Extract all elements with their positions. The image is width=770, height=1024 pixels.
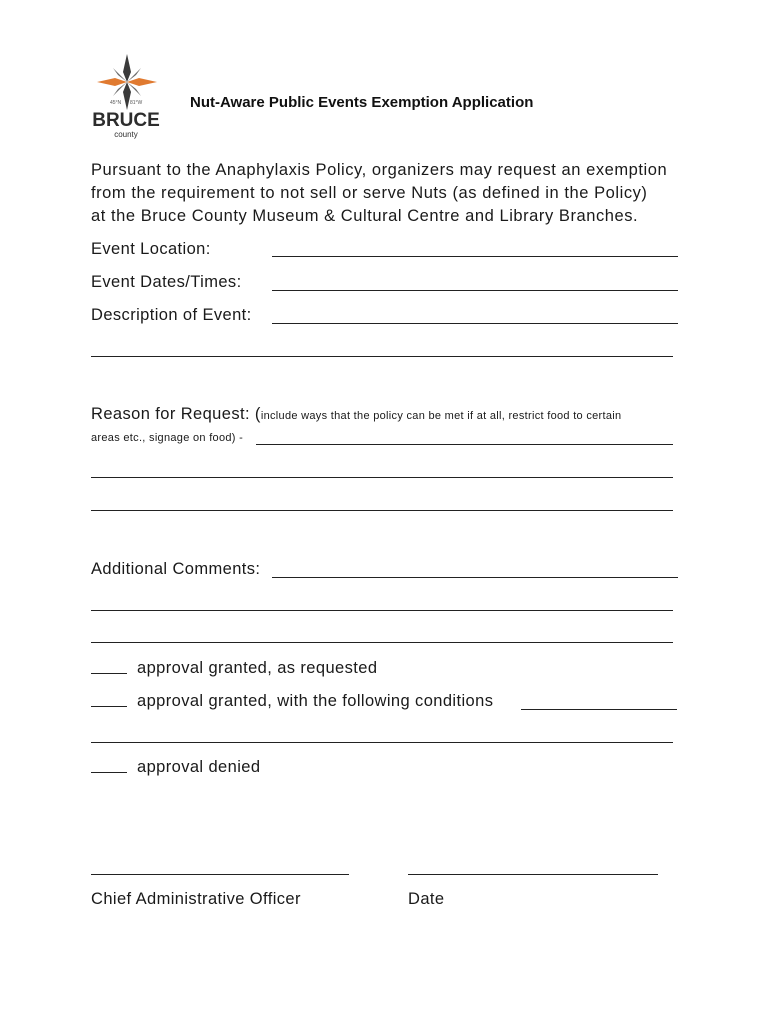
- intro-line-1: Pursuant to the Anaphylaxis Policy, organizers may request an exemption: [91, 161, 668, 179]
- logo-coords-left: 45°N: [110, 100, 122, 106]
- conditions-field[interactable]: [521, 709, 677, 710]
- comments-field-line-3[interactable]: [91, 642, 673, 643]
- reason-hint-1: include ways that the policy can be met if at all, restrict food to certain: [260, 410, 622, 422]
- approval-conditions-checkbox[interactable]: [91, 692, 127, 707]
- logo-sub-name: county: [114, 130, 138, 139]
- event-dates-field[interactable]: [272, 290, 678, 291]
- description-field-line-2[interactable]: [91, 356, 673, 357]
- approval-option-denied: [91, 758, 260, 777]
- cao-label: Chief Administrative Officer: [91, 890, 301, 908]
- comments-field-line-2[interactable]: [91, 610, 673, 611]
- reason-row: [91, 405, 621, 424]
- reason-field-line-3[interactable]: [91, 510, 673, 511]
- comments-field[interactable]: [272, 577, 678, 578]
- approval-conditions-label: approval granted, with the following conditions: [137, 692, 494, 710]
- approval-denied-label: approval denied: [137, 758, 261, 776]
- event-dates-label: Event Dates/Times:: [91, 273, 242, 291]
- reason-field-line-2[interactable]: [91, 477, 673, 478]
- approval-granted-checkbox[interactable]: [91, 659, 127, 674]
- conditions-field-line-2[interactable]: [91, 742, 673, 743]
- description-field[interactable]: [272, 323, 678, 324]
- logo-org-name: BRUCE: [92, 110, 160, 131]
- cao-signature-field[interactable]: [91, 874, 349, 875]
- event-location-field[interactable]: [272, 256, 678, 257]
- bruce-county-logo: [91, 52, 161, 146]
- intro-line-3: at the Bruce County Museum & Cultural Centre and Library Branches.: [91, 207, 639, 225]
- intro-line-2: from the requirement to not sell or serve Nuts (as defined in the Policy): [91, 184, 648, 202]
- reason-label: Reason for Request: (: [91, 405, 261, 423]
- form-title: Nut-Aware Public Events Exemption Application: [190, 94, 534, 111]
- reason-hint-2: areas etc., signage on food) -: [91, 432, 244, 444]
- logo-coords-right: 81°W: [130, 100, 143, 106]
- compass-star-icon: [97, 54, 157, 110]
- description-label: Description of Event:: [91, 306, 252, 324]
- date-label: Date: [408, 890, 445, 908]
- approval-granted-label: approval granted, as requested: [137, 659, 378, 677]
- approval-option-granted: [91, 659, 377, 678]
- approval-option-conditions: [91, 692, 493, 711]
- reason-field[interactable]: [256, 444, 673, 445]
- comments-label: Additional Comments:: [91, 560, 261, 578]
- approval-denied-checkbox[interactable]: [91, 758, 127, 773]
- event-location-label: Event Location:: [91, 240, 211, 258]
- date-signature-field[interactable]: [408, 874, 658, 875]
